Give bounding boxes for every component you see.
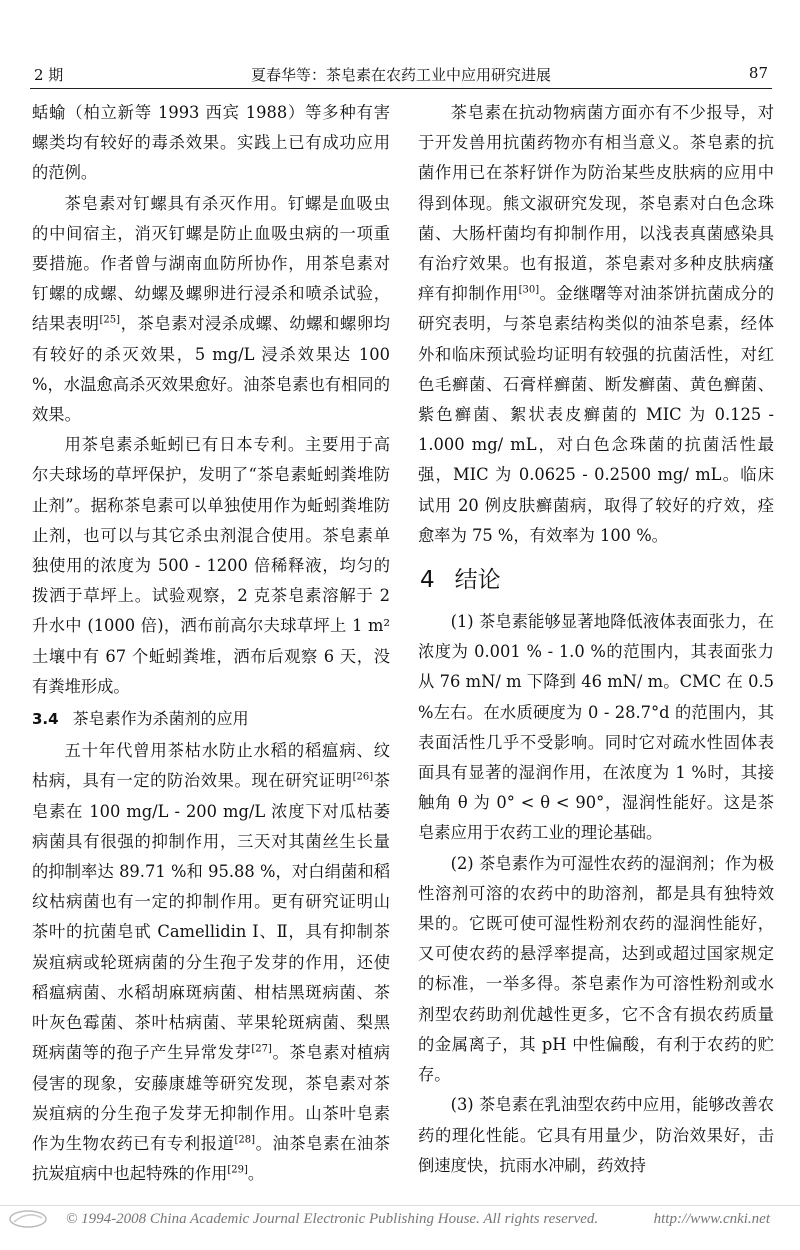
issue-number: 2 期	[34, 66, 64, 84]
conclusion-1: (1) 茶皂素能够显著地降低液体表面张力，在浓度为 0.001 % - 1.0 %的范围内，其表面张力从 76 mN/ m 下降到 46 mN/ m。CMC 在 0.5 %左右。在水质硬度为 0 - 28.7°d 的范围内，其表面活性几乎不受影响。同时它对疏水性固体表面具有显著的湿润作用，在浓度为 1 %时，其接触角 θ 为 0° < θ < 90°，湿润性能好。这是茶皂素应用于农药工业的理论基础。	[418, 612, 774, 843]
left-column	[32, 98, 390, 1189]
running-title: 夏春华等：茶皂素在农药工业中应用研究进展	[250, 66, 551, 84]
citation[interactable]: [26]	[352, 772, 374, 784]
running-header	[30, 62, 772, 86]
citation[interactable]: [29]	[227, 1164, 248, 1176]
paragraph-fungicide: 五十年代曾用茶枯水防止水稻的稻瘟病、纹枯病，具有一定的防治效果。现在研究证明[26]茶皂素在 100 mg/L - 200 mg/L 浓度下对瓜枯萎病菌具有很强的抑制作用，三天对其菌丝生长量的抑制率达 89.71 %和 95.88 %，对白绢菌和稻纹枯病菌也有一定的抑制作用。更有研究证明山茶叶的抗菌皂甙 Camellidin Ⅰ、Ⅱ，具有抑制茶炭疽病或轮斑病菌的分生孢子发芽的作用，还使稻瘟病菌、水稻胡麻斑病菌、柑桔黑斑病菌、茶叶灰色霉菌、茶叶枯病菌、苹果轮斑病菌、梨黑斑病菌等的孢子产生异常发芽[27]。茶皂素对植病侵害的现象，安藤康雄等研究发现，茶皂素对茶炭疽病的分生孢子发芽无抑制作用。山茶叶皂素作为生物农药已有专利报道[28]。油茶皂素在油茶抗炭疽病中也起特殊的作用[29]。	[32, 741, 390, 1184]
conclusion-3: (3) 茶皂素在乳油型农药中应用，能够改善农药的理化性能。它具有用量少，防治效果好，击倒速度快，抗雨水冲刷，药效持	[418, 1095, 774, 1175]
paragraph-slugs: 蛞蝓（柏立新等 1993 西宾 1988）等多种有害螺类均有较好的毒杀效果。实践上已有成功应用的范例。	[32, 103, 390, 183]
cnki-link[interactable]: http://www.cnki.net	[653, 1211, 770, 1227]
copyright-footer	[0, 1205, 800, 1236]
paragraph-animal-pathogens: 茶皂素在抗动物病菌方面亦有不少报导，对于开发兽用抗菌药物亦有相当意义。茶皂素的抗菌作用已在茶籽饼作为防治某些皮肤病的应用中得到体现。熊文淑研究发现，茶皂素对白色念珠菌、大肠杆菌均有抑制作用，以浅表真菌感染具有治疗效果。也有报道，茶皂素对多种皮肤病瘙痒有抑制作用[30]。金继曙等对油茶饼抗菌成分的研究表明，与茶皂素结构类似的油茶皂素，经体外和临床预试验均证明有较强的抗菌活性，对红色毛癣菌、石膏样癣菌、断发癣菌、黄色癣菌、紫色癣菌、絮状表皮癣菌的 MIC 为 0.125 - 1.000 mg/ mL，对白色念珠菌的抗菌活性最强，MIC 为 0.0625 - 0.2500 mg/ mL。临床试用 20 例皮肤癣菌病，取得了较好的疗效，痊愈率为 75 %，有效率为 100 %。	[418, 103, 774, 545]
section-heading-4: 4 结论	[420, 567, 501, 594]
conclusion-2: (2) 茶皂素作为可湿性农药的湿润剂；作为极性溶剂可溶的农药中的助溶剂，都是具有独特效果的。它既可使可湿性粉剂农药的湿润性能好，又可使农药的悬浮率提高，达到或超过国家规定的标准，一举多得。茶皂素作为可溶性粉剂或水剂型农药助剂优越性更多，它不含有损农药质量的金属离子，其 pH 中性偏酸，有利于农药的贮存。	[418, 853, 774, 1085]
publisher-logo-icon	[8, 1208, 48, 1230]
page-number: 87	[748, 64, 768, 82]
citation[interactable]: [28]	[234, 1134, 255, 1146]
right-column	[418, 98, 774, 1181]
header-rule	[30, 88, 772, 89]
paragraph-earthworm: 用茶皂素杀蚯蚓已有日本专利。主要用于高尔夫球场的草坪保护，发明了“茶皂素蚯蚓粪堆防止剂”。据称茶皂素可以单独使用作为蚯蚓粪堆防止剂，也可以与其它杀虫剂混合使用。茶皂素单独使用的浓度为 500 - 1200 倍稀释液，均匀的拨洒于草坪上。试验观察，2 克茶皂素溶解于 2 升水中 (1000 倍)，洒布前高尔夫球草坪上 1 m² 土壤中有 67 个蚯蚓粪堆，洒布后观察 6 天，没有粪堆形成。	[32, 435, 390, 696]
citation[interactable]: [30]	[518, 284, 540, 296]
citation[interactable]: [27]	[251, 1043, 272, 1055]
citation[interactable]: [25]	[99, 315, 121, 326]
paragraph-snail: 茶皂素对钉螺具有杀灭作用。钉螺是血吸虫的中间宿主，消灭钉螺是防止血吸虫病的一项重要措施。作者曾与湖南血防所协作，用茶皂素对钉螺的成螺、幼螺及螺卵进行浸杀和喷杀试验，结果表明[25]，茶皂素对浸杀成螺、幼螺和螺卵均有较好的杀灭效果，5 mg/L 浸杀效果达 100 %，水温愈高杀灭效果愈好。油茶皂素也有相同的效果。	[32, 193, 390, 425]
section-heading-3-4: 3.4 茶皂素作为杀菌剂的应用	[32, 709, 249, 729]
copyright-text: © 1994-2008 China Academic Journal Electronic Publishing House. All rights reserved.	[66, 1211, 599, 1227]
